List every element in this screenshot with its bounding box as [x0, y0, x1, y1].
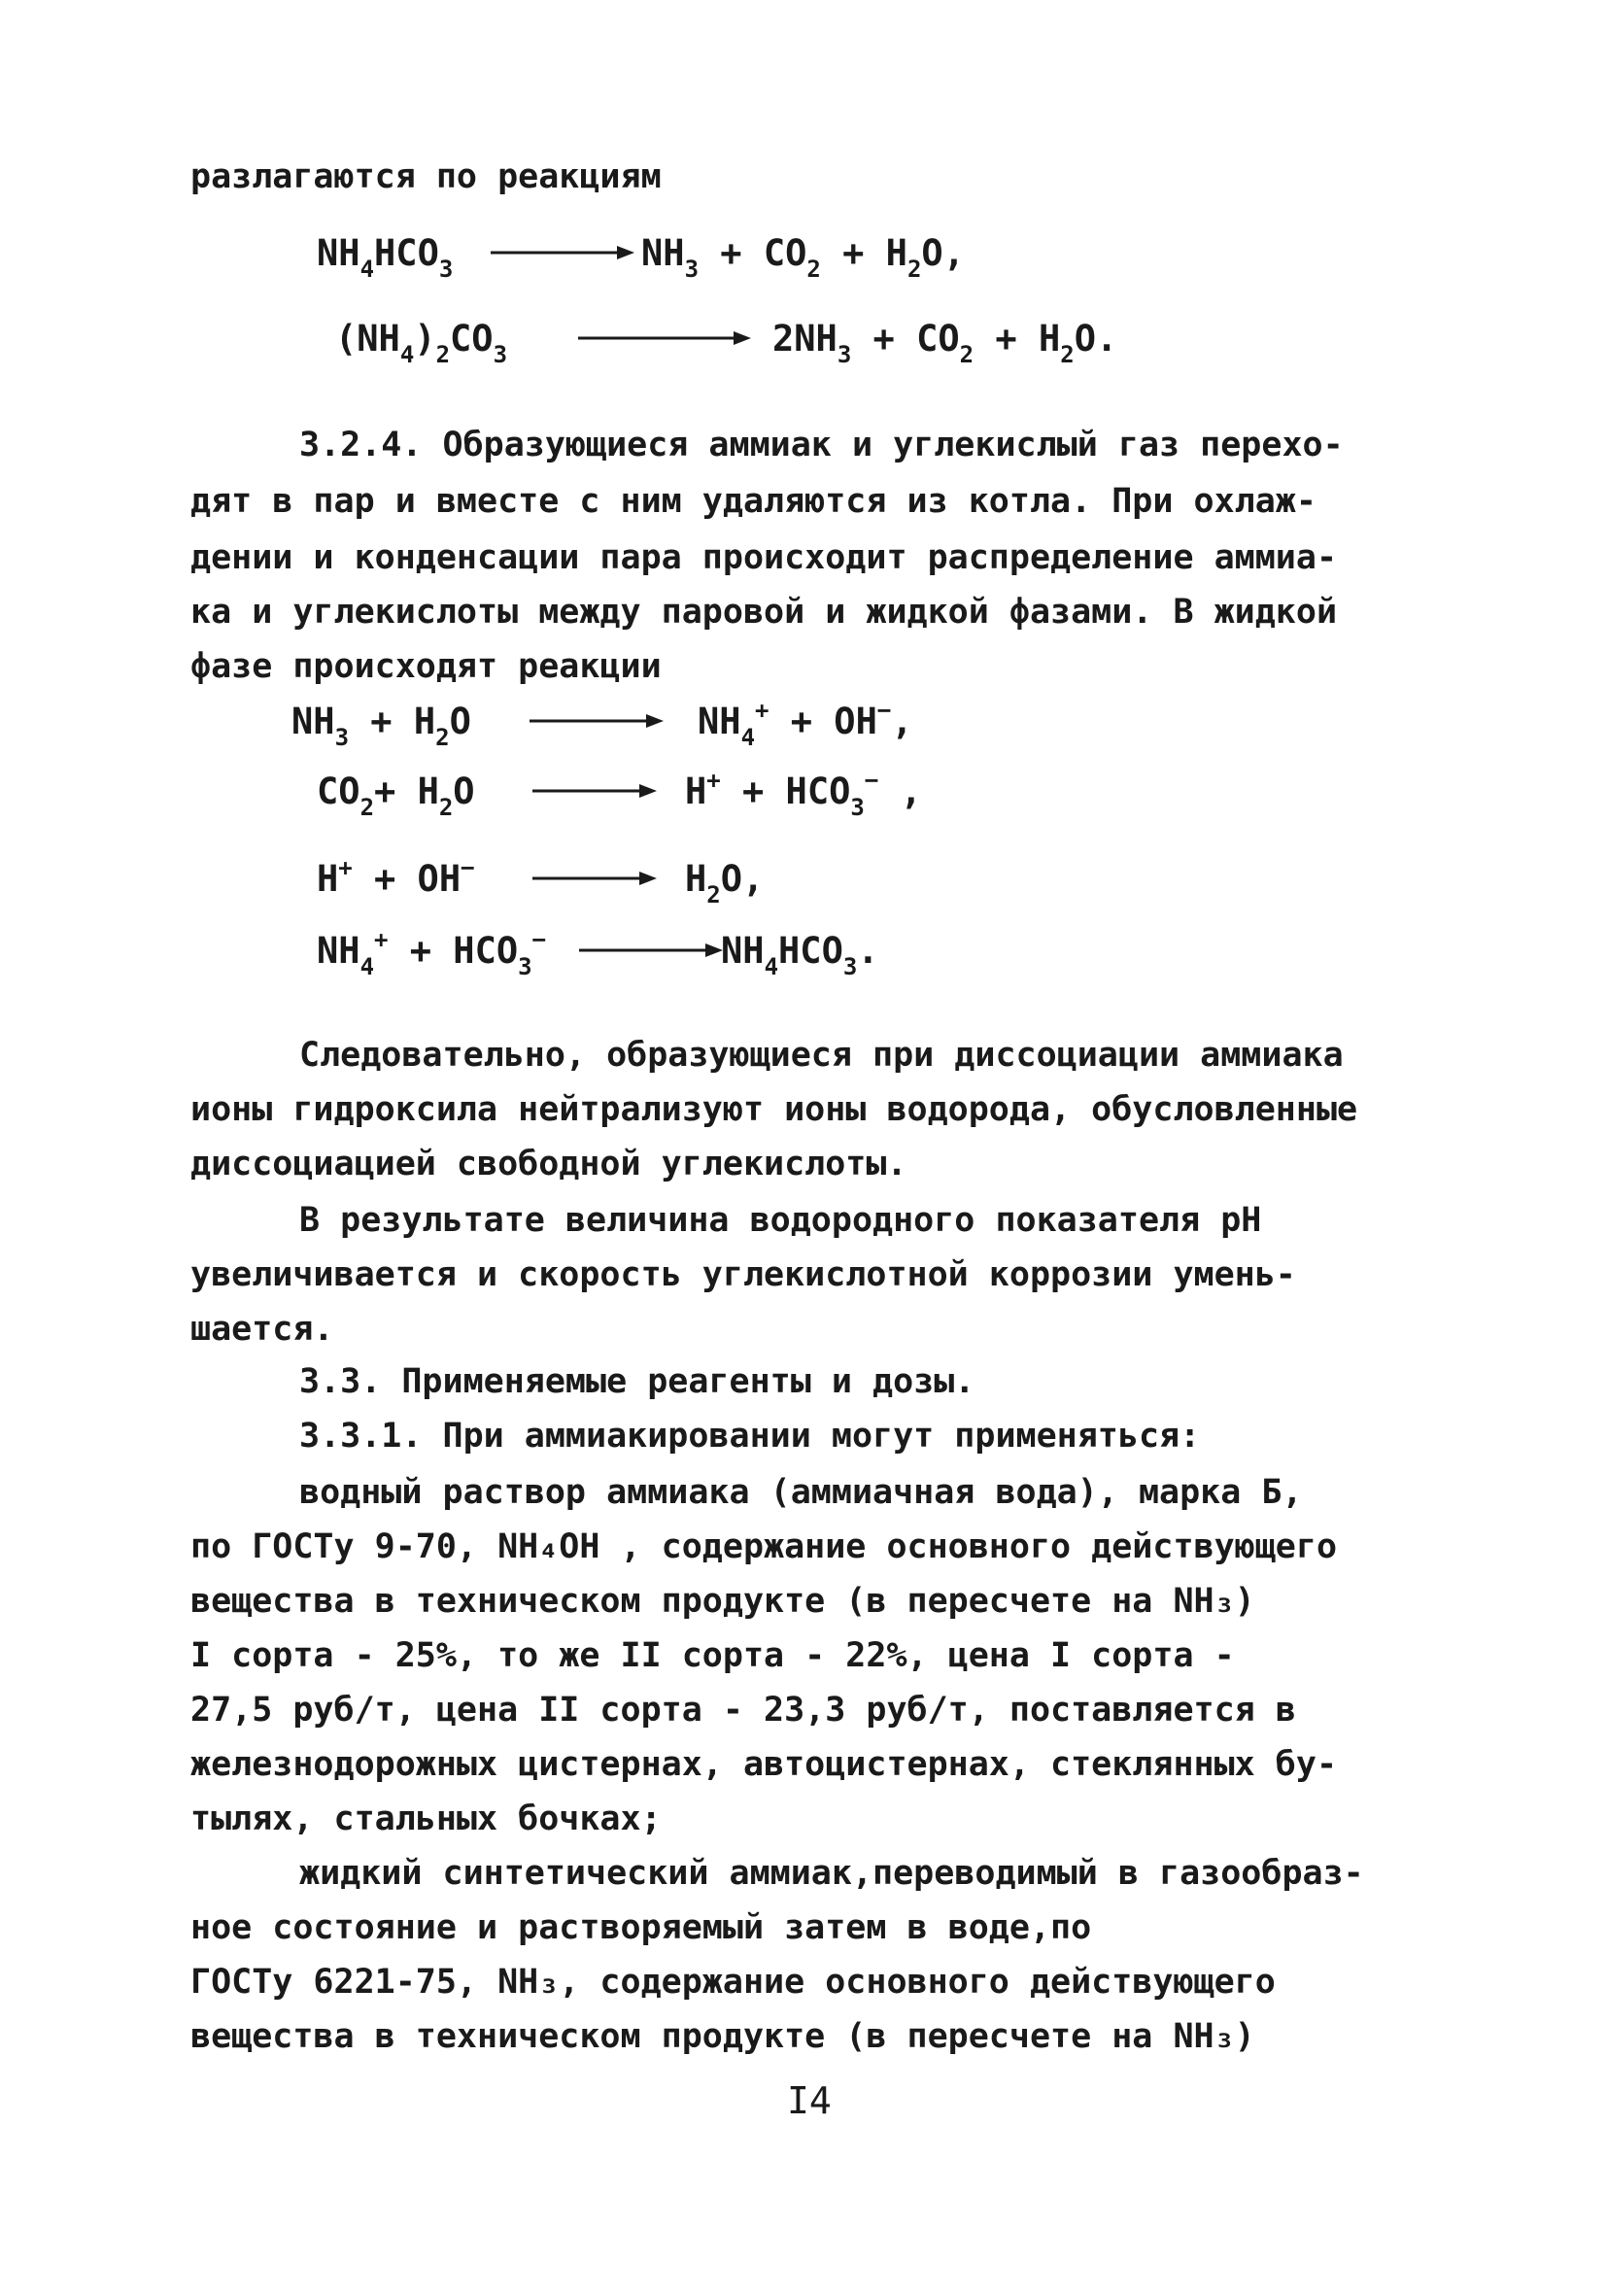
text-line: В результате величина водородного показателя pH — [299, 1201, 1262, 1240]
text-line: ка и углекислоты между паровой и жидкой фазами. В жидкой — [190, 593, 1338, 632]
text-line: жидкий синтетический аммиак,переводимый в газообраз- — [299, 1854, 1364, 1893]
reaction-5-left: H+ + OH− — [317, 854, 475, 900]
reaction-3-right: $NH_4^+ + OH^-$, — [698, 697, 913, 751]
text-line: 27,5 руб/т, цена II сорта - 23,3 руб/т, поставляется в — [190, 1691, 1296, 1730]
text-line: Следовательно, образующиеся при диссоциации аммиака — [299, 1036, 1344, 1075]
reaction-1-left: $NH_4HCO_3$ — [317, 232, 454, 283]
page-number: I4 — [787, 2079, 832, 2122]
reaction-arrow-icon — [578, 328, 675, 348]
section-heading-3-3: 3.3. Применяемые реагенты и дозы. — [299, 1362, 975, 1401]
reaction-6-right: $NH_4HCO_3$. — [721, 930, 879, 980]
text-line: железнодорожных цистернах, автоцистернах, стеклянных бу- — [190, 1745, 1338, 1784]
reaction-2-left: $(NH_4)_2CO_3$ — [335, 318, 508, 368]
reaction-6-left: $NH_4^+ + HCO_3^-$ — [317, 926, 547, 980]
text-line: вещества в техническом продукте (в пересчете на NH₃) — [190, 1582, 1255, 1621]
reaction-arrow-icon — [532, 781, 630, 801]
text-line: ГОСТу 6221-75, NH₃, содержание основного действующего — [190, 1963, 1276, 2002]
reaction-arrow-icon — [530, 711, 627, 731]
text-line: ное состояние и растворяемый затем в воде,по — [190, 1908, 1092, 1947]
intro-line: разлагаются по реакциям — [190, 157, 662, 196]
reaction-arrow-icon — [532, 869, 630, 888]
reaction-arrow-icon — [579, 941, 676, 960]
text-line: по ГОСТу 9-70, NH₄OH , содержание основного действующего — [190, 1527, 1338, 1566]
text-line: I сорта - 25%, то же II сорта - 22%, цена I сорта - — [190, 1636, 1235, 1675]
text-line: увеличивается и скорость углекислотной коррозии умень- — [190, 1255, 1296, 1294]
text-line: дят в пар и вместе с ним удаляются из котла. При охлаж- — [190, 482, 1316, 521]
reaction-1-right: $NH_3 + CO_2 + H_2O$, — [641, 232, 965, 283]
text-line: вещества в техническом продукте (в пересчете на NH₃) — [190, 2017, 1255, 2056]
text-line: водный раствор аммиака (аммиачная вода), марка Б, — [299, 1473, 1303, 1512]
text-line: диссоциацией свободной углекислоты. — [190, 1145, 907, 1183]
reaction-3-left: $NH_3 + H_2O$ — [291, 701, 471, 751]
text-line: 3.2.4. Образующиеся аммиак и углекислый газ перехо- — [299, 426, 1344, 464]
reaction-2-right: $2NH_3 + CO_2 + H_2O$. — [772, 318, 1118, 368]
reaction-4-left: $CO_2+ H_2O$ — [317, 771, 475, 821]
section-heading-3-3-1: 3.3.1. При аммиакировании могут применяться: — [299, 1417, 1201, 1456]
text-line: дении и конденсации пара происходит распределение аммиа- — [190, 538, 1338, 577]
text-line: шается. — [190, 1310, 334, 1349]
reaction-4-right: $H^+ + HCO_3^-$ , — [685, 767, 922, 821]
text-line: фазе происходят реакции — [190, 647, 662, 686]
reaction-5-right: $H_2O$, — [685, 858, 765, 908]
text-line: ионы гидроксила нейтрализуют ионы водорода, обусловленные — [190, 1090, 1358, 1129]
text-line: тылях, стальных бочках; — [190, 1799, 662, 1838]
reaction-arrow-icon — [491, 243, 588, 262]
